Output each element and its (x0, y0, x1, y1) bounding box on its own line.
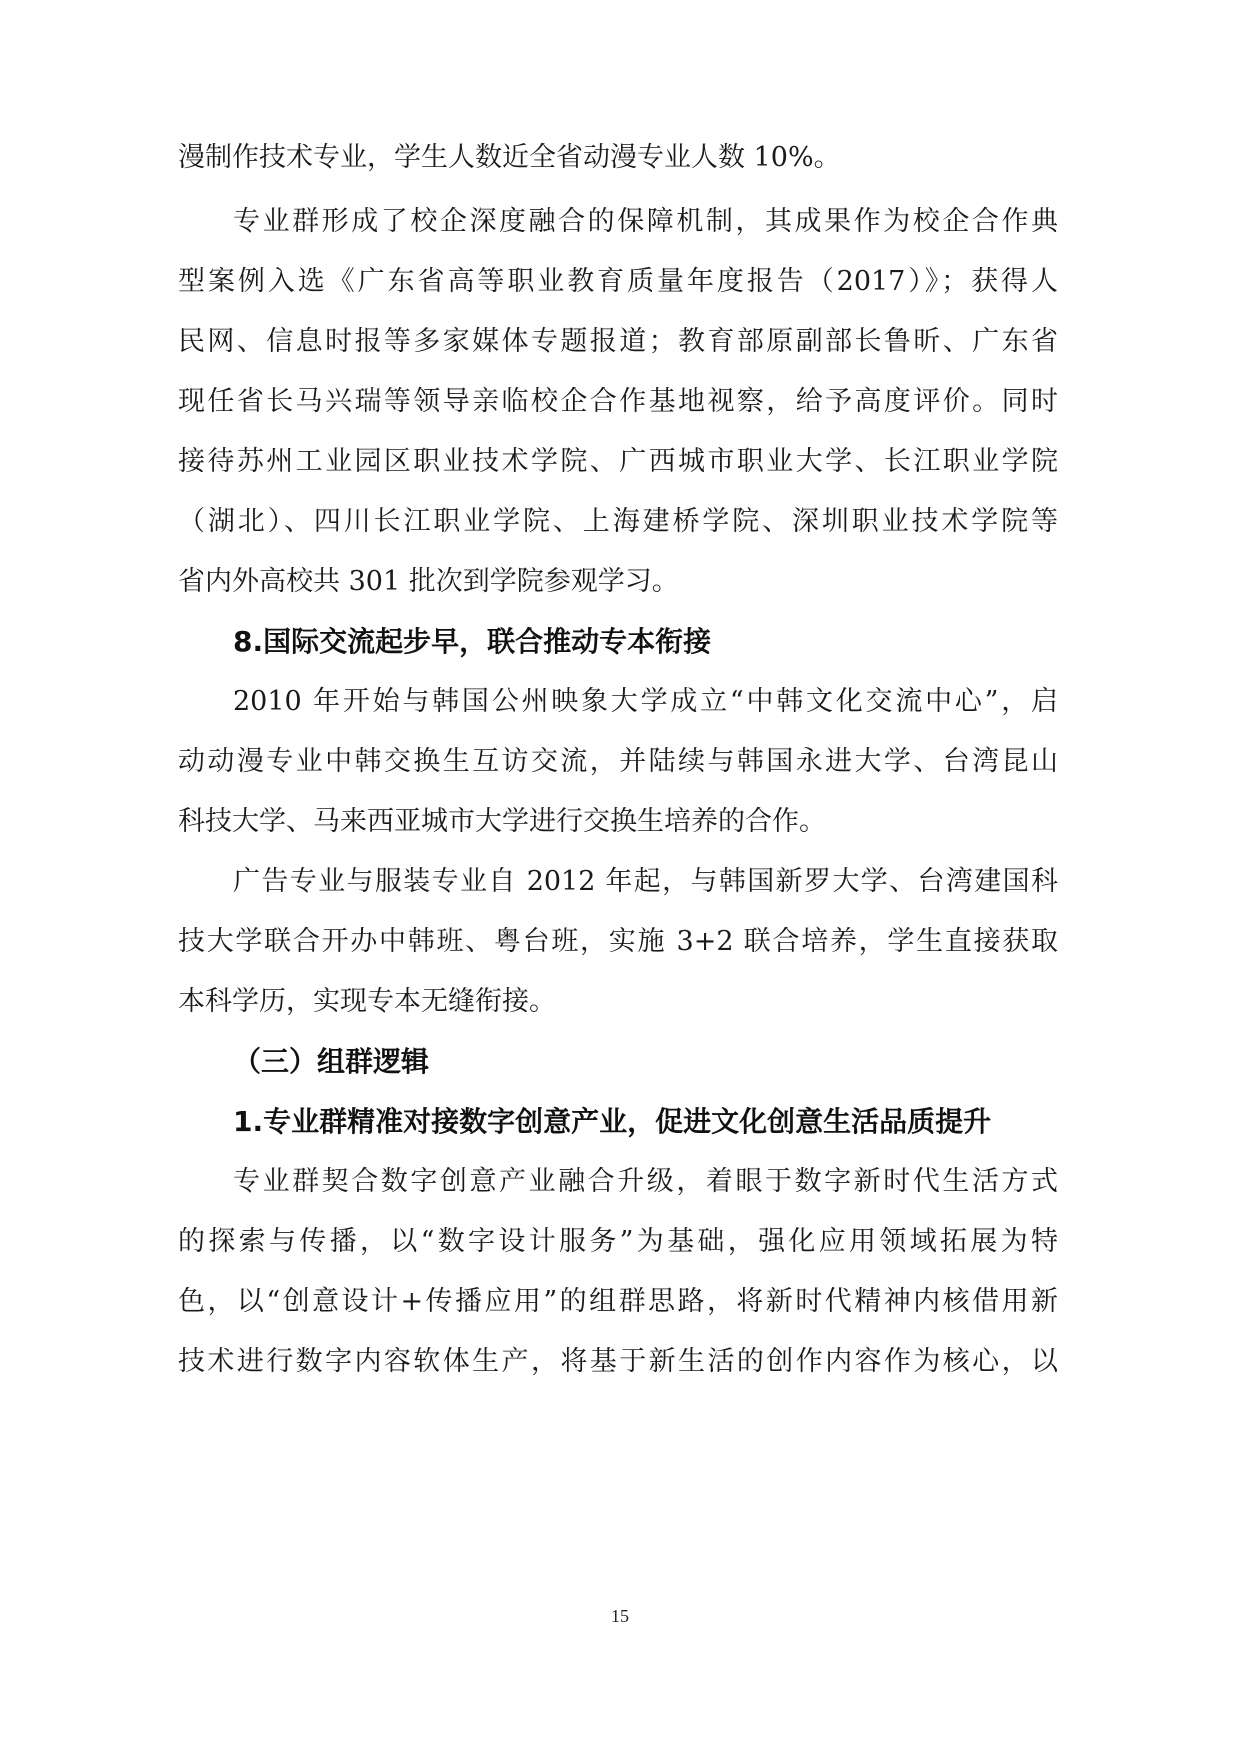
paragraph-line: 2010 年开始与韩国公州映象大学成立“中韩文化交流中心”，启 (233, 686, 1058, 717)
paragraph-line: 技大学联合开办中韩班、粤台班，实施 3+2 联合培养，学生直接获取 (178, 926, 1058, 957)
paragraph-line: 民网、信息时报等多家媒体专题报道；教育部原副部长鲁昕、广东省 (178, 326, 1058, 357)
paragraph-line: 广告专业与服装专业自 2012 年起，与韩国新罗大学、台湾建国科 (233, 866, 1058, 897)
paragraph-line: 省内外高校共 301 批次到学院参观学习。 (178, 566, 679, 597)
paragraph-line: 专业群形成了校企深度融合的保障机制，其成果作为校企合作典 (233, 206, 1058, 237)
paragraph-line: 色，以“创意设计+传播应用”的组群思路，将新时代精神内核借用新 (178, 1286, 1058, 1317)
paragraph-line: 的探索与传播，以“数字设计服务”为基础，强化应用领域拓展为特 (178, 1226, 1058, 1257)
page-number: 15 (611, 1606, 629, 1626)
subsection-heading-1: 1.专业群精准对接数字创意产业，促进文化创意生活品质提升 (233, 1105, 992, 1138)
paragraph-line: 科技大学、马来西亚城市大学进行交换生培养的合作。 (178, 806, 826, 837)
paragraph-line: 漫制作技术专业，学生人数近全省动漫专业人数 10%。 (178, 142, 841, 173)
section-heading-8: 8.国际交流起步早，联合推动专本衔接 (233, 625, 712, 658)
section-heading-3: （三）组群逻辑 (233, 1045, 430, 1078)
paragraph-line: 型案例入选《广东省高等职业教育质量年度报告（2017）》；获得人 (178, 266, 1058, 297)
paragraph-line: 现任省长马兴瑞等领导亲临校企合作基地视察，给予高度评价。同时 (178, 386, 1058, 417)
paragraph-line: 本科学历，实现专本无缝衔接。 (178, 986, 556, 1017)
paragraph-line: 技术进行数字内容软体生产，将基于新生活的创作内容作为核心，以 (178, 1346, 1058, 1377)
paragraph-line: 专业群契合数字创意产业融合升级，着眼于数字新时代生活方式 (233, 1166, 1058, 1197)
paragraph-line: 接待苏州工业园区职业技术学院、广西城市职业大学、长江职业学院 (178, 446, 1058, 477)
paragraph-line: （湖北）、四川长江职业学院、上海建桥学院、深圳职业技术学院等 (178, 506, 1058, 537)
paragraph-line: 动动漫专业中韩交换生互访交流，并陆续与韩国永进大学、台湾昆山 (178, 746, 1058, 777)
